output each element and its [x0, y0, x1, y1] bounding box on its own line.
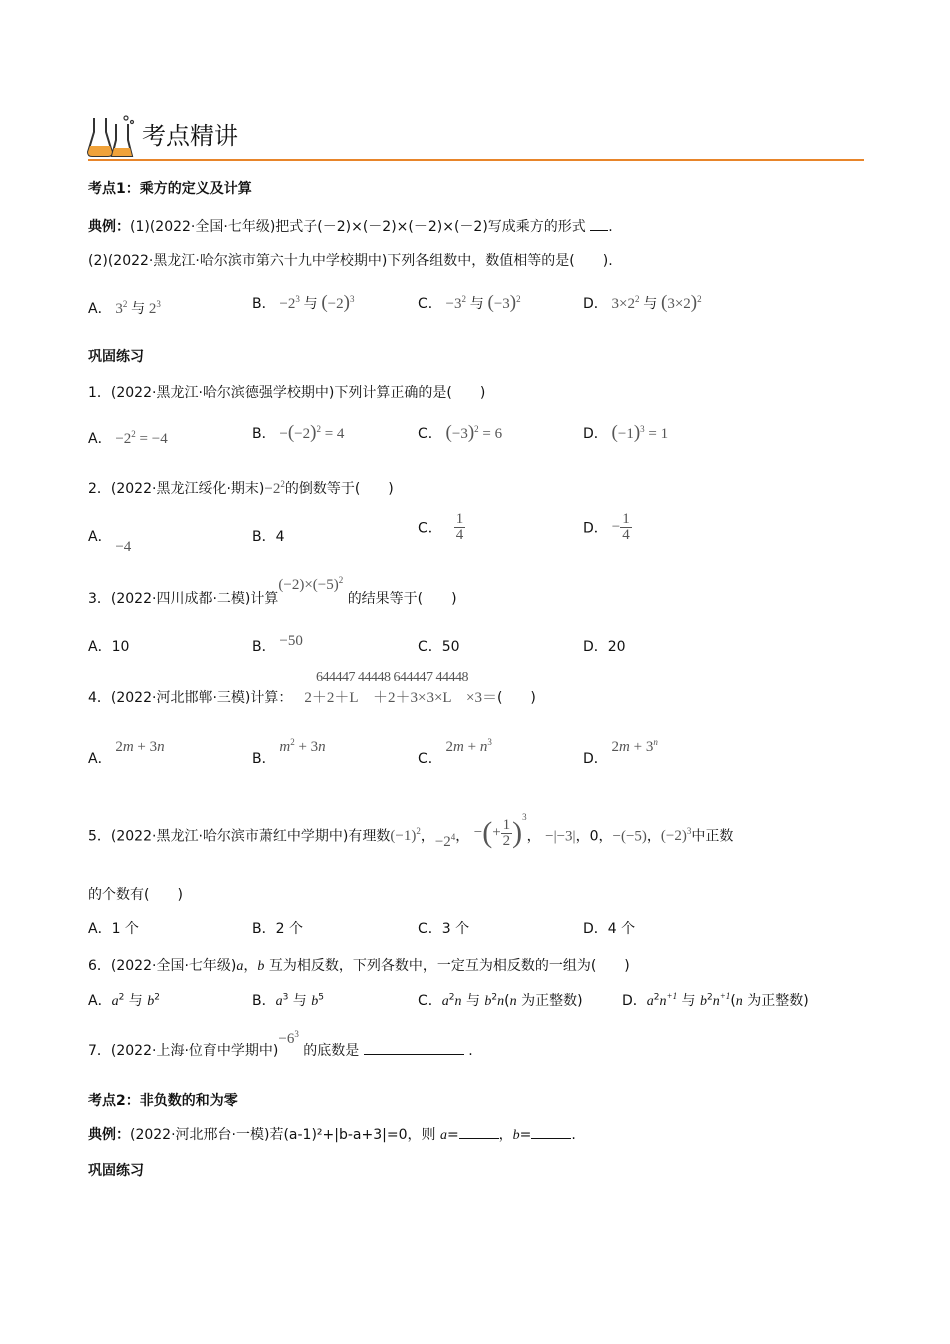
topic2-example: 典例：(2022·河北邢台·一模)若(a-1)²+|b-a+3|=0，则 a= ，b= . [88, 1124, 576, 1144]
q6-option-d[interactable]: D．$a^2n^{+1}$ 与 $b^2n^{+1}(n$ 为正整数) [622, 991, 809, 1009]
q2-option-b[interactable]: B．4 [252, 529, 285, 545]
ex2-option-b[interactable]: B． $-2^3$ 与 $(-2)^3$ [252, 292, 355, 313]
q1-option-b[interactable]: B． $-(-2)^2 = 4$ [252, 422, 345, 443]
question-6: 6．(2022·全国·七年级)a，b 互为相反数，下列各数中，一定互为相反数的一组为( ) [88, 958, 630, 974]
example1-text: (1)(2022·全国·七年级)把式子(－2)×(－2)×(－2)×(－2)写成乘方的形式 [130, 219, 586, 235]
q5-option-a[interactable]: A．1 个 [88, 921, 139, 937]
question-4: 4．(2022·河北邯郸·三模)计算： 2＋2＋L ＋2＋3×3×L ×3＝( ) [88, 690, 536, 706]
practice-heading-1: 巩固练习 [88, 349, 144, 365]
q7-answer-blank[interactable] [364, 1040, 464, 1055]
a-answer-blank[interactable] [459, 1124, 499, 1139]
example1: 典例：(1)(2022·全国·七年级)把式子(－2)×(－2)×(－2)×(－2)写成乘方的形式 . [88, 216, 613, 236]
topic1-heading: 考点1：乘方的定义及计算 [88, 181, 252, 197]
question-3: 3．(2022·四川成都·二模)计算$(-2)\times(-5)^2$ 的结果等于( ) [88, 575, 457, 607]
q1-option-c[interactable]: C． $(-3)^2 = 6$ [418, 422, 503, 443]
q4-option-b[interactable]: B． $m^2 + 3n$ [252, 737, 326, 767]
header-divider [88, 159, 864, 161]
practice-heading-2: 巩固练习 [88, 1163, 144, 1179]
q4-option-d[interactable]: D． $2m + 3^n$ [583, 737, 658, 767]
q5-option-d[interactable]: D．4 个 [583, 921, 636, 937]
q4-option-a[interactable]: A． 2m + 3n [88, 739, 165, 767]
question-1: 1．(2022·黑龙江·哈尔滨德强学校期中)下列计算正确的是( ) [88, 385, 486, 401]
example2-text: (2)(2022·黑龙江·哈尔滨市第六十九中学校期中)下列各组数中，数值相等的是( ). [88, 253, 613, 269]
question-5-cont: 的个数有( ) [88, 887, 183, 903]
ex2-option-c[interactable]: C． $-3^2$ 与 $(-3)^2$ [418, 292, 521, 313]
q1-option-a[interactable]: A． $-2^2 = -4$ [88, 429, 168, 447]
q4-option-c[interactable]: C． $2m + n^3$ [418, 737, 492, 767]
q3-option-c[interactable]: C．50 [418, 639, 460, 655]
q2-option-d[interactable]: D． − $\frac{1}{4}$ [583, 511, 630, 543]
ex2-option-d[interactable]: D． $3\times 2^2$ 与 $(3\times 2)^2$ [583, 292, 702, 313]
q5-option-b[interactable]: B．2 个 [252, 921, 303, 937]
question-7: 7．(2022·上海·位育中学期中)$-6^3$ 的底数是 . [88, 1029, 473, 1059]
q4-brace-annotation: 644447 44448 644447 44448 [316, 670, 468, 685]
q3-option-b[interactable]: B． −50 [252, 633, 303, 655]
q6-option-b[interactable]: B．$a^3$ 与 $b^5$ [252, 992, 324, 1009]
example-label: 典例： [88, 219, 130, 235]
q6-option-c[interactable]: C．$a^2n$ 与 $b^2n(n$ 为正整数) [418, 992, 583, 1009]
q3-option-a[interactable]: A．10 [88, 639, 130, 655]
q2-option-a[interactable]: A． −4 [88, 529, 132, 555]
q4-expression: 2＋2＋L ＋2＋3×3×L ×3＝ [304, 690, 497, 706]
q6-option-a[interactable]: A．$a^2$ 与 $b^2$ [88, 992, 160, 1009]
question-5: 5．(2022·黑龙江·哈尔滨市萧红中学期中)有理数$(-1)^2$，$-2^4$， −(+ $\frac{1}{2}$ )$^3$， −|−3|，0，−(−5)，$(-2)^3$中正数 [88, 812, 734, 851]
q2-option-c[interactable]: C． $\frac{1}{4}$ [418, 511, 464, 543]
q5-option-c[interactable]: C．3 个 [418, 921, 470, 937]
topic2-heading: 考点2：非负数的和为零 [88, 1093, 238, 1109]
answer-blank[interactable] [590, 216, 608, 231]
page-title: 考点精讲 [142, 122, 238, 150]
q3-option-d[interactable]: D．20 [583, 639, 626, 655]
question-2: 2．(2022·黑龙江绥化·期末)$-2^2$的倒数等于( ) [88, 479, 394, 497]
b-answer-blank[interactable] [531, 1124, 571, 1139]
q1-option-d[interactable]: D． $(-1)^3 = 1$ [583, 422, 669, 443]
lab-flask-icon [86, 112, 136, 160]
ex2-option-a[interactable]: A． $3^2$ 与 $2^3$ [88, 299, 161, 317]
